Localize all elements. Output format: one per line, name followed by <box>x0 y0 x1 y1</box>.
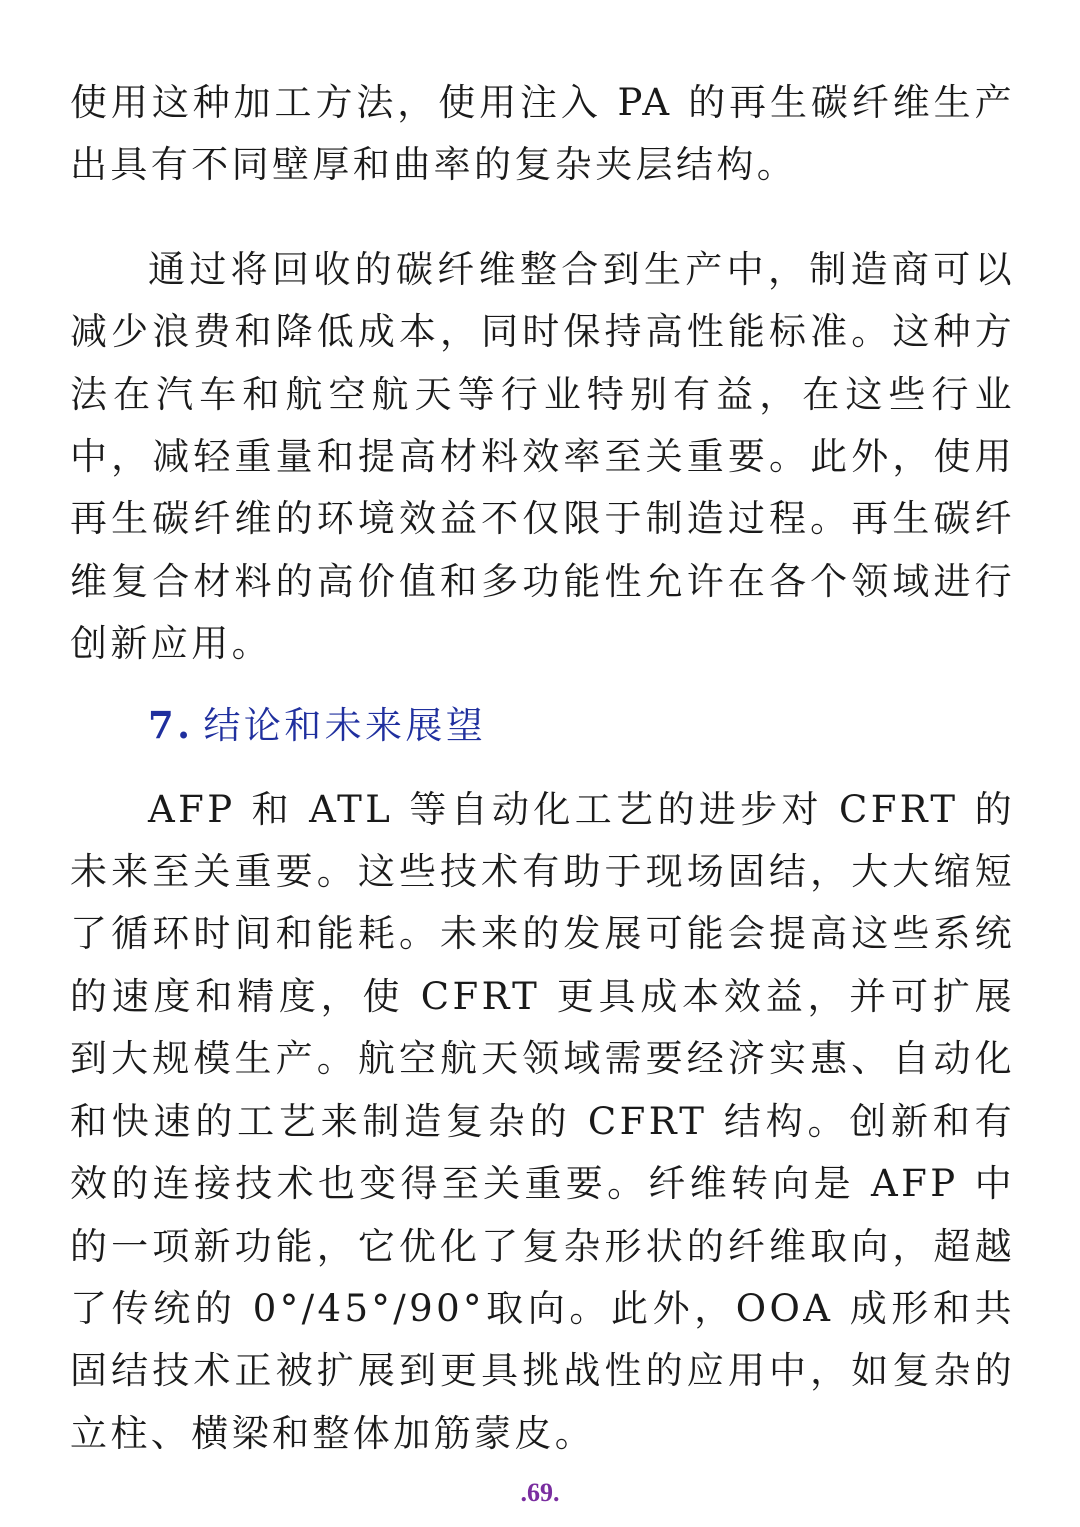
page-number: .69. <box>520 1478 560 1507</box>
paragraph-continued: 使用这种加工方法，使用注入 PA 的再生碳纤维生产出具有不同壁厚和曲率的复杂夹层结构。 <box>70 81 1015 187</box>
paragraph-recycled-fiber: 通过将回收的碳纤维整合到生产中，制造商可以减少浪费和降低成本，同时保持高性能标准。这种方法在汽车和航空航天等行业特别有益，在这些行业中，减轻重量和提高材料效率至关重要。此外，使用再生碳纤维的环境效益不仅限于制造过程。再生碳纤维复合材料的高价值和多功能性允许在各个领域进行创新应用。 <box>70 247 1015 666</box>
paragraph-conclusion: AFP 和 ATL 等自动化工艺的进步对 CFRT 的未来至关重要。这些技术有助于现场固结，大大缩短了循环时间和能耗。未来的发展可能会提高这些系统的速度和精度，使 CFRT 更具成本效益，并可扩展到大规模生产。航空航天领域需要经济实惠、自动化和快速的工艺来制造复杂的 CFRT 结构。创新和有效的连接技术也变得至关重要。纤维转向是 AFP 中的一项新功能，它优化了复杂形状的纤维取向，超越了传统的 0°/45°/90°取向。此外，OOA 成形和共固结技术正被扩展到更具挑战性的应用中，如复杂的立柱、横梁和整体加筋蒙皮。 <box>70 787 1015 1455</box>
section-number: 7. <box>148 702 194 747</box>
section-title: 结论和未来展望 <box>203 703 487 747</box>
section-heading <box>148 694 1015 757</box>
document-page <box>70 72 1015 1465</box>
